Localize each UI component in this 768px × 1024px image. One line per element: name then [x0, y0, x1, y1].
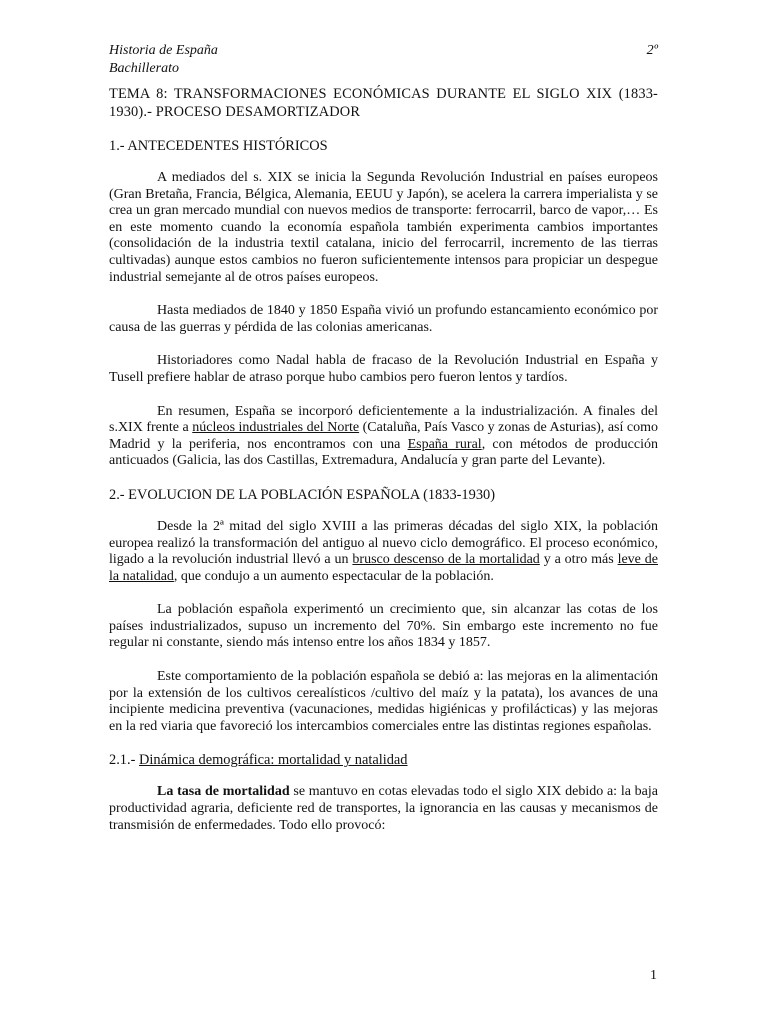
heading-number: 2.1.-	[109, 752, 139, 769]
text-run: Desde la 2ª mitad del siglo XVIII a las primeras décadas del siglo XIX, la población europea realizó la transformación del antiguo al nuevo ciclo demográfico. El proceso económico, ligado a la revolución industrial llevó a un	[109, 518, 658, 568]
paragraph	[109, 404, 658, 470]
paragraph	[109, 784, 658, 834]
paragraph	[109, 519, 658, 585]
header-course: 2º	[646, 43, 658, 58]
underlined-text: núcleos industriales del Norte	[192, 420, 360, 436]
paragraph: Historiadores como Nadal habla de fracaso de la Revolución Industrial en España y Tusell prefiere hablar de atraso porque hubo cambios pero fueron lentos y tardíos.	[109, 353, 658, 385]
text-run: y a otro más	[539, 552, 618, 568]
bold-text: La tasa de mortalidad	[157, 784, 290, 800]
underlined-text: Dinámica demográfica: mortalidad y natalidad	[138, 752, 408, 769]
text-run: (Cataluña, País Vasco y zonas de Asturias), así como Madrid y la periferia, nos encontramos con una	[109, 420, 658, 452]
text-run: , que condujo a un aumento espectacular de la población.	[173, 568, 494, 584]
paragraph: La población española experimentó un crecimiento que, sin alcanzar las cotas de los países industrializados, supuso un incremento del 70%. Sin embargo este incremento no fue regular ni constante, siendo más intenso entre los años 1834 y 1857.	[109, 602, 658, 651]
paragraph: Este comportamiento de la población española se debió a: las mejoras en la alimentación por la extensión de los cultivos cerealísticos /cultivo del maíz y la patata), los avances de una incipiente medicina preventiva (vacunaciones, medidas higiénicas y profilácticas) y las mejoras en la red viaria que favoreció los intercambios comerciales entre las distintas regiones españolas.	[109, 669, 658, 734]
text-run: se mantuvo en cotas elevadas todo el siglo XIX debido a: la baja productividad agraria, deficiente red de transportes, la ignorancia en las causas y mecanismos de transmisión de enfermedades. Todo ello provocó:	[109, 784, 658, 833]
underlined-text: leve de la natalidad	[109, 552, 658, 584]
page-header	[109, 42, 658, 78]
page-number: 1	[650, 968, 657, 983]
header-subject: Historia de España	[109, 43, 218, 58]
document-page	[109, 42, 658, 834]
section-heading-antecedentes: 1.- ANTECEDENTES HISTÓRICOS	[109, 138, 328, 154]
underlined-text: España rural	[407, 436, 482, 452]
header-level: Bachillerato	[109, 61, 179, 76]
text-run: , con métodos de producción anticuados (Galicia, las dos Castillas, Extremadura, Andalucía y gran parte del Levante).	[109, 436, 659, 469]
section-heading-poblacion: 2.- EVOLUCION DE LA POBLACIÓN ESPAÑOLA (1833-1930)	[109, 486, 496, 503]
paragraph: Hasta mediados de 1840 y 1850 España vivió un profundo estancamiento económico por causa de las guerras y pérdida de las colonias americanas.	[109, 303, 658, 335]
underlined-text: brusco descenso de la mortalidad	[352, 552, 540, 568]
paragraph: A mediados del s. XIX se inicia la Segunda Revolución Industrial en países europeos (Gran Bretaña, Francia, Bélgica, Alemania, EEUU y Japón), se acelera la carrera imperialista y se crea un gran mercado mundial con nuevos medios de transporte: ferrocarril, barco de vapor,… Es en este momento cuando la economía española también experimenta cambios importantes (consolidación de la industria textil catalana, inicio del ferrocarril, incremento de las tierras cultivadas) aunque estos cambios no fueron suficientemente intensos para propiciar un despegue industrial semejante al de otros países europeos.	[109, 170, 658, 285]
subsection-heading-dinamica	[109, 751, 658, 769]
document-title: TEMA 8: TRANSFORMACIONES ECONÓMICAS DURANTE EL SIGLO XIX (1833-1930).- PROCESO DESAMORTIZADOR	[109, 86, 658, 120]
text-run: En resumen, España se incorporó deficientemente a la industrialización. A finales del s.XIX frente a	[109, 403, 658, 436]
